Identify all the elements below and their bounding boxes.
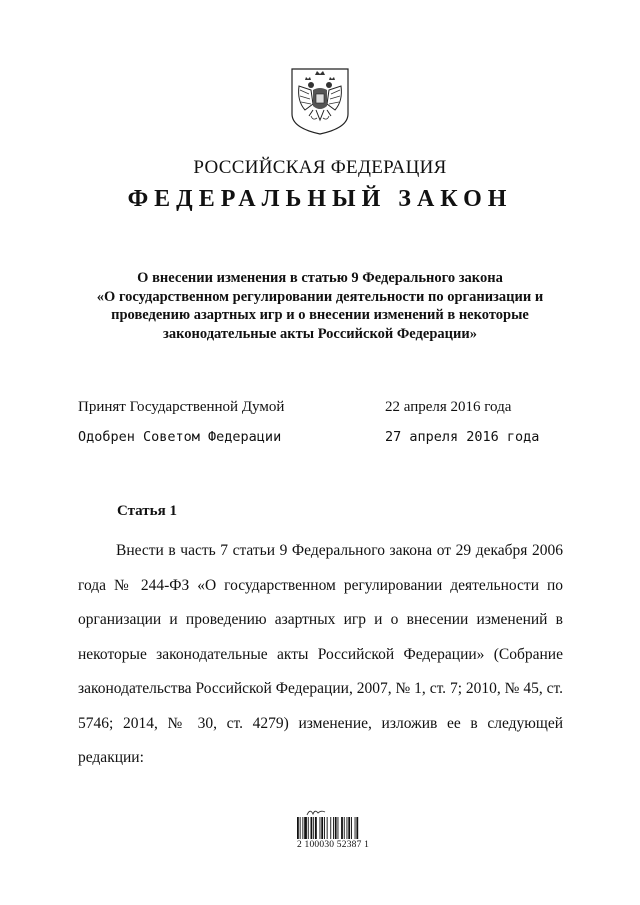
barcode-bar xyxy=(327,817,328,839)
barcode-bar xyxy=(338,817,339,839)
adoption-federation-council xyxy=(78,429,578,449)
barcode-bar xyxy=(320,817,321,839)
barcode-bar xyxy=(311,817,313,839)
article-paragraph: Внести в часть 7 статьи 9 Федерального закона от 29 декабря 2006 года № 244-ФЗ «О государственном регулировании деятельности по организации и проведению азартных игр и о внесении изменений в некоторые законодательные акты Российской Федерации» (Собрание законодательства Российской Федерации, 2007, № 1, ст. 7; 2010, № 45, ст. 5746; 2014, № 30, ст. 4279) изменение, изложив ее в следующей редакции: xyxy=(78,542,563,766)
approval-label: Одобрен Советом Федерации xyxy=(78,429,282,445)
barcode-bar xyxy=(315,817,317,839)
barcode-number: 2 100030 52387 1 xyxy=(297,840,370,850)
barcode-bar xyxy=(348,817,350,839)
law-title-line: О внесении изменения в статью 9 Федерального закона xyxy=(137,270,503,286)
law-title-line: проведению азартных игр и о внесении изменений в некоторые xyxy=(111,307,529,323)
barcode-bar xyxy=(335,817,337,839)
document-type: ФЕДЕРАЛЬНЫЙ ЗАКОН xyxy=(127,186,513,212)
barcode xyxy=(297,817,379,839)
barcode-bar xyxy=(308,817,309,839)
barcode-bar xyxy=(341,817,343,839)
article-heading: Статья 1 xyxy=(117,503,177,519)
law-title-line: «О государственном регулировании деятельности по организации и xyxy=(96,288,544,305)
adoption-duma xyxy=(78,399,578,419)
law-title xyxy=(60,269,580,343)
adoption-date: 22 апреля 2016 года xyxy=(385,399,512,415)
barcode-bar xyxy=(300,817,301,839)
barcode-bar xyxy=(304,817,307,839)
barcode-bar xyxy=(333,817,334,839)
adoption-label: Принят Государственной Думой xyxy=(78,399,285,415)
barcode-bar xyxy=(344,817,345,839)
country-name: РОССИЙСКАЯ ФЕДЕРАЦИЯ xyxy=(193,157,447,178)
barcode-bar xyxy=(324,817,325,839)
coat-of-arms-icon xyxy=(289,66,351,136)
barcode-bar xyxy=(356,817,358,839)
barcode-bar xyxy=(330,817,331,839)
approval-date: 27 апреля 2016 года xyxy=(385,429,540,445)
barcode-bar xyxy=(355,817,356,839)
barcode-bar xyxy=(347,817,348,839)
barcode-bar xyxy=(321,817,323,839)
barcode-bar xyxy=(351,817,352,839)
signature-mark xyxy=(305,805,327,817)
barcode-bar xyxy=(313,817,314,839)
law-title-line: законодательные акты Российской Федерации» xyxy=(163,325,477,342)
barcode-bar xyxy=(302,817,303,839)
barcode-bar xyxy=(297,817,299,839)
article-body xyxy=(78,534,563,776)
